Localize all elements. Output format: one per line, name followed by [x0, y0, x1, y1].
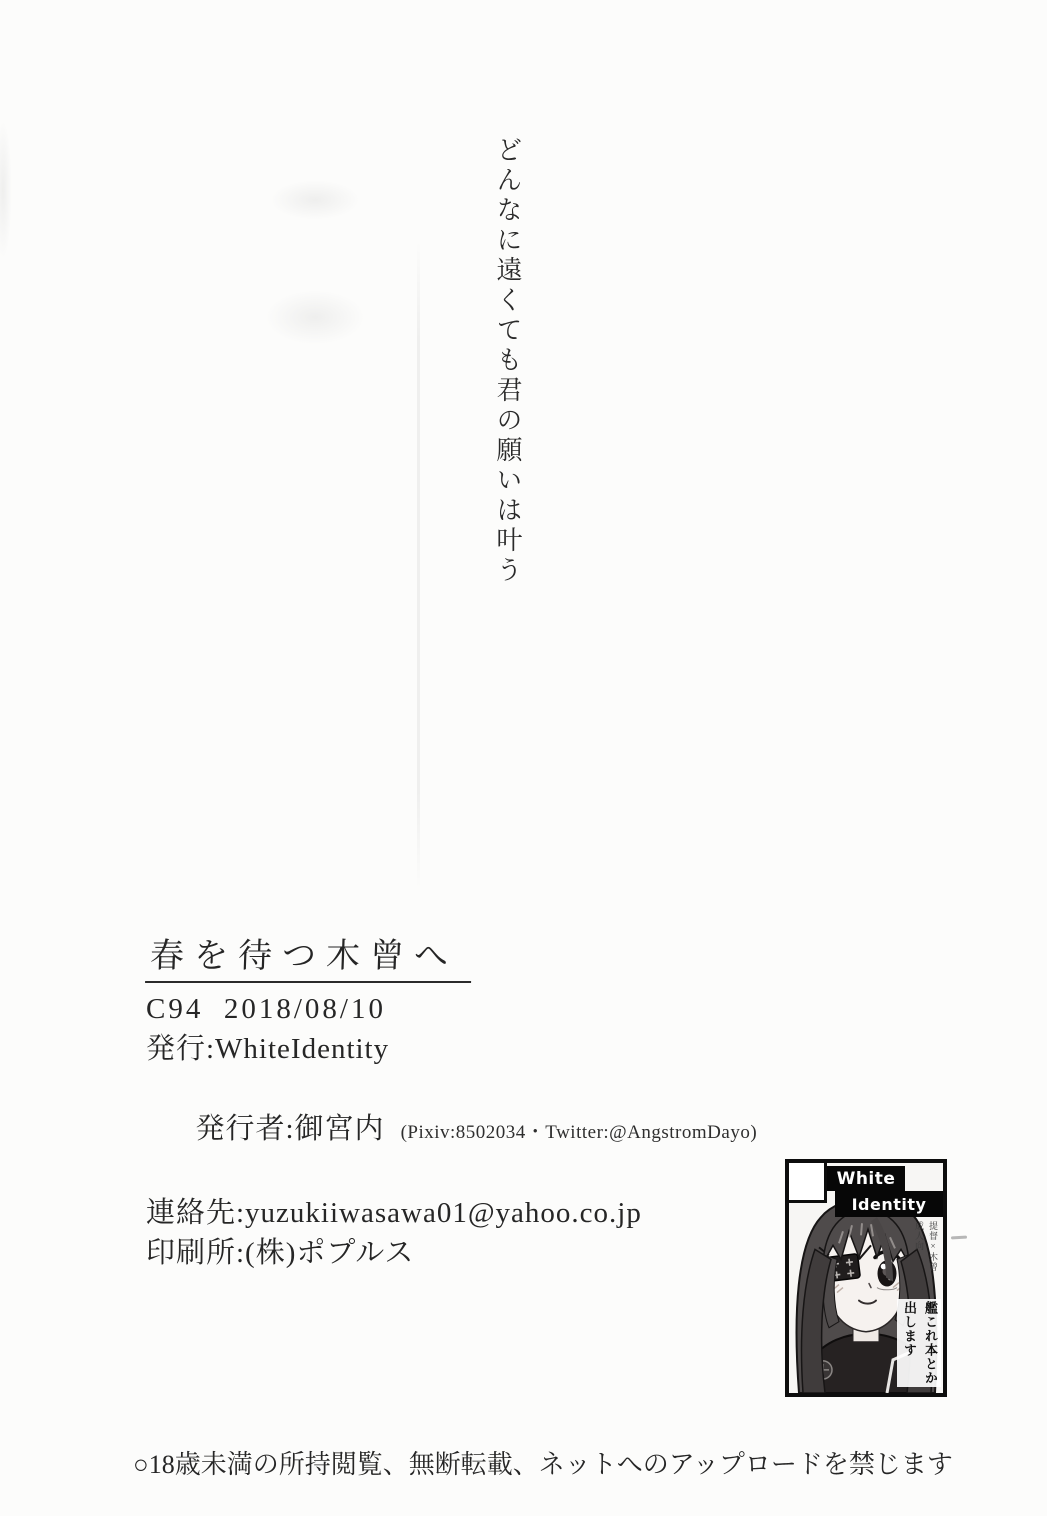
author-name: 発行者:御宮内 [195, 1113, 385, 1145]
genre-tag-pairing: 提督×木曾 [928, 1221, 938, 1272]
circle-name-line1: White [827, 1166, 905, 1191]
scan-fold-line [417, 240, 420, 890]
contact-line: 連絡先:yuzukiiwasawa01@yahoo.co.jp [146, 1197, 642, 1229]
event-date-line: C94 2018/08/10 [146, 993, 386, 1025]
caption-line1: 艦これ本とか [923, 1301, 938, 1385]
circle-caption [897, 1299, 941, 1387]
age-restriction-notice: ○18歳未満の所持閲覧、無断転載、ネットへのアップロードを禁じます [133, 1450, 953, 1479]
scan-smudge [270, 180, 360, 220]
handwritten-vertical-quote: どんなに遠くても君の願いは叶う [493, 136, 522, 586]
caption-line2: 出します [902, 1301, 917, 1357]
book-title: 春を待つ木曾へ [145, 928, 473, 983]
scan-dash-artifact [951, 1236, 967, 1240]
printer-line: 印刷所:(株)ポプルス [146, 1237, 415, 1269]
circle-cut-checkbox [789, 1163, 827, 1203]
genre-tag-rating: 成人向 [914, 1221, 924, 1251]
author-line [146, 1069, 757, 1193]
colophon-block [146, 928, 757, 1273]
circle-name-line2: Identity [835, 1191, 943, 1217]
publisher-line: 発行:WhiteIdentity [146, 1033, 390, 1065]
scan-smudge [265, 290, 365, 345]
author-social-accounts: (Pixiv:8502034・Twitter:@AngstromDayo) [400, 1122, 758, 1143]
circle-cut-ad [785, 1159, 947, 1397]
scan-smudge [0, 120, 12, 260]
circle-genre-tag [912, 1221, 940, 1272]
